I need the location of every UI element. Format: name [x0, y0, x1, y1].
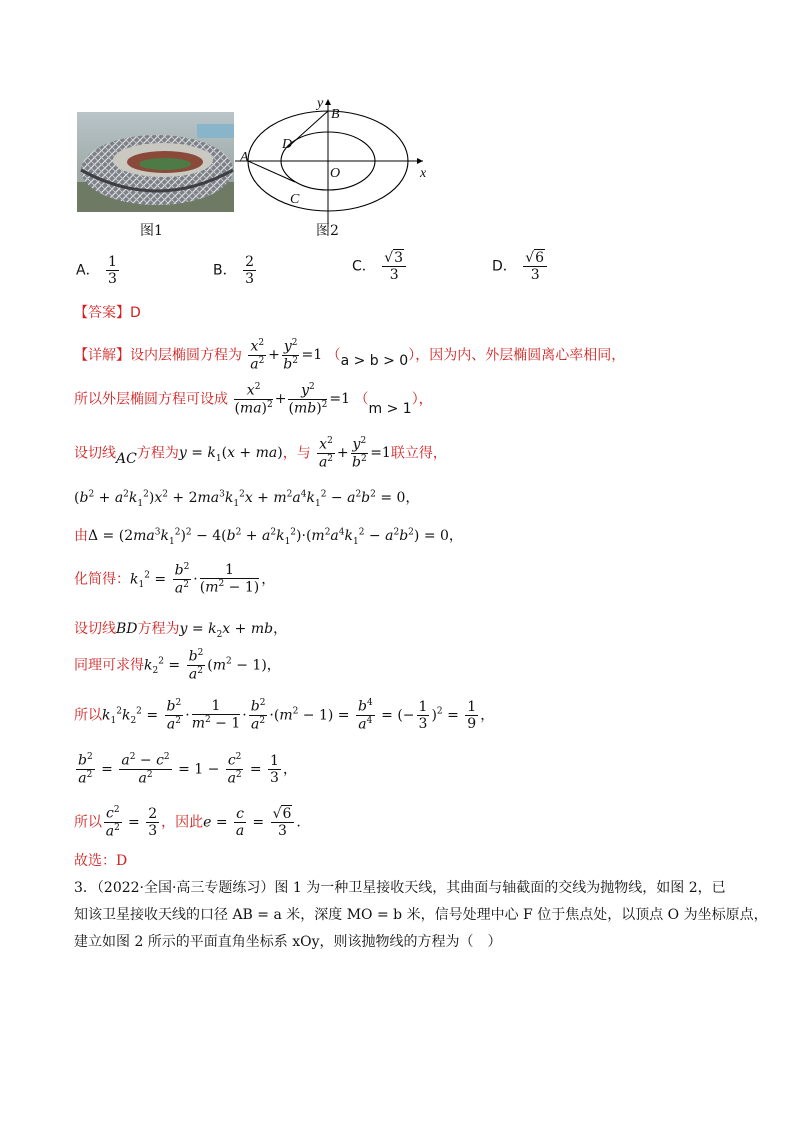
detail-text: 由	[74, 528, 88, 544]
question3-line-2: 知该卫星接收天线的口径 AB = a 米，深度 MO = b 米，信号处理中心 F 位于焦点处，以顶点 O 为坐标原点，	[74, 907, 768, 923]
detail-text: 同理可求得	[74, 657, 144, 674]
detail-line-9: 所以$k_1^2k_2^2$ = $\frac{b^2}{a^2}$ · $\frac{1}{m^2 - 1}$ · $\frac{b^2}{a^2}$ $\cdot(m^2 - 1)$ = $\frac{b^4}{a^4}$ = (− $\frac{1}{3}$ )$^2$ = $\frac{1}{9}$ ，	[74, 698, 495, 733]
label-O: O	[330, 166, 341, 181]
option-radicand: 6	[535, 250, 545, 266]
option-d: D． $\frac{√6}{3}$	[492, 250, 549, 283]
detail-text: ），	[411, 391, 433, 408]
detail-text: 方程为	[136, 445, 179, 462]
detail-line-10: $\frac{b^2}{a^2}$ = $\frac{a^2 - c^2}{a^2}$ = 1 − $\frac{c^2}{a^2}$ = $\frac{1}{3}$ ，	[78, 752, 297, 787]
detail-text: ，因此	[161, 814, 204, 831]
detail-text: 化简得：	[74, 571, 130, 588]
option-numerator: 2	[245, 254, 254, 270]
detail-text: 设切线	[74, 621, 116, 637]
figure2-caption: 图2	[316, 223, 339, 239]
label-D: D	[282, 137, 293, 152]
question3-line-1: 3．（2022·全国·高三专题练习）图 1 为一种卫星接收天线，其曲面与轴截面的交线为抛物线，如图 2，已	[74, 880, 726, 896]
option-letter: A．	[76, 262, 100, 279]
detail-text: （	[354, 391, 369, 408]
label-y: y	[317, 96, 324, 111]
detail-condition: a > b > 0	[340, 353, 409, 370]
bird-nest-stadium-photo	[77, 112, 234, 212]
detail-text: 设内层椭圆方程为	[130, 347, 242, 364]
conclusion-line: 故选：D	[74, 853, 128, 869]
option-numerator: 1	[108, 254, 117, 270]
option-letter: D．	[492, 258, 517, 275]
label-A: A	[240, 150, 249, 165]
option-letter: B．	[213, 262, 237, 279]
option-a	[76, 254, 121, 287]
option-b	[213, 254, 258, 287]
detail-line-2: 所以外层椭圆方程可设成 $\frac{x^2}{(ma)^2}$ + $\frac{y^2}{(mb)^2}$ =1 （m > 1），	[74, 382, 433, 418]
detail-text: 联立得，	[390, 445, 447, 462]
detail-text: 所以	[74, 707, 102, 724]
detail-text: 设切线	[74, 445, 116, 462]
option-denominator: 3	[389, 267, 399, 284]
detail-text: 所以外层椭圆方程可设成	[74, 391, 228, 408]
detail-condition: m > 1	[368, 401, 412, 418]
option-denominator: 3	[245, 271, 254, 288]
detail-line-3: 设切线AC方程为$y = k_1(x + ma)$，与 $\frac{x^2}{a^2}$ + $\frac{y^2}{b^2}$ =1联立得，	[74, 436, 447, 471]
detail-text: 方程为	[137, 621, 180, 637]
detail-text: （	[326, 347, 341, 364]
option-letter: C．	[352, 258, 376, 275]
answer-line: 【答案】D	[74, 305, 141, 321]
detail-line-11: 所以 $\frac{c^2}{a^2}$ = $\frac{2}{3}$ ，因此e = $\frac{c}{a}$ = $\frac{√6}{3}$ .	[74, 805, 301, 840]
detail-line-name: AC	[116, 451, 137, 468]
label-B: B	[331, 107, 340, 122]
detail-line-name: BD	[116, 621, 138, 637]
detail-label: 【详解】	[74, 347, 130, 364]
detail-line-1: 【详解】设内层椭圆方程为 $\frac{x^2}{a^2}$ + $\frac{y^2}{b^2}$ =1 （a > b > 0），因为内、外层椭圆离心率相同，	[74, 338, 626, 373]
detail-text: 所以	[74, 814, 102, 831]
detail-line-8: 同理可求得$k_2^2$ = $\frac{b^2}{a^2}$ $(m^2 - 1)$，	[74, 648, 281, 683]
option-denominator: 3	[530, 267, 540, 284]
label-C: C	[290, 192, 300, 207]
detail-line-4: $(b^2 + a^2k_1^2)x^2 + 2ma^3k_1^2x + m^2a^4k_1^2 - a^2b^2 = 0$，	[74, 489, 420, 509]
detail-line-6: 化简得：$k_1^2$ = $\frac{b^2}{a^2}$ · $\frac{1}{(m^2 - 1)}$ ，	[74, 562, 276, 597]
detail-line-7: 设切线BD方程为$y = k_2x$ + mb，	[74, 621, 288, 640]
question3-line-3: 建立如图 2 所示的平面直角坐标系 xOy，则该抛物线的方程为（ ）	[74, 934, 502, 950]
figure1-caption: 图1	[140, 223, 163, 239]
option-radicand: 3	[394, 250, 404, 266]
option-denominator: 3	[108, 271, 117, 288]
detail-text: ），因为内、外层椭圆离心率相同，	[408, 347, 626, 364]
label-x: x	[420, 166, 427, 181]
detail-line-5: 由$\Delta = (2ma^3k_1^2)^2 - 4(b^2 + a^2k_1^2)\cdot(m^2a^4k_1^2 - a^2b^2) = 0$，	[74, 527, 463, 547]
detail-text: ，与	[282, 445, 311, 462]
option-c: C． $\frac{√3}{3}$	[352, 250, 408, 283]
